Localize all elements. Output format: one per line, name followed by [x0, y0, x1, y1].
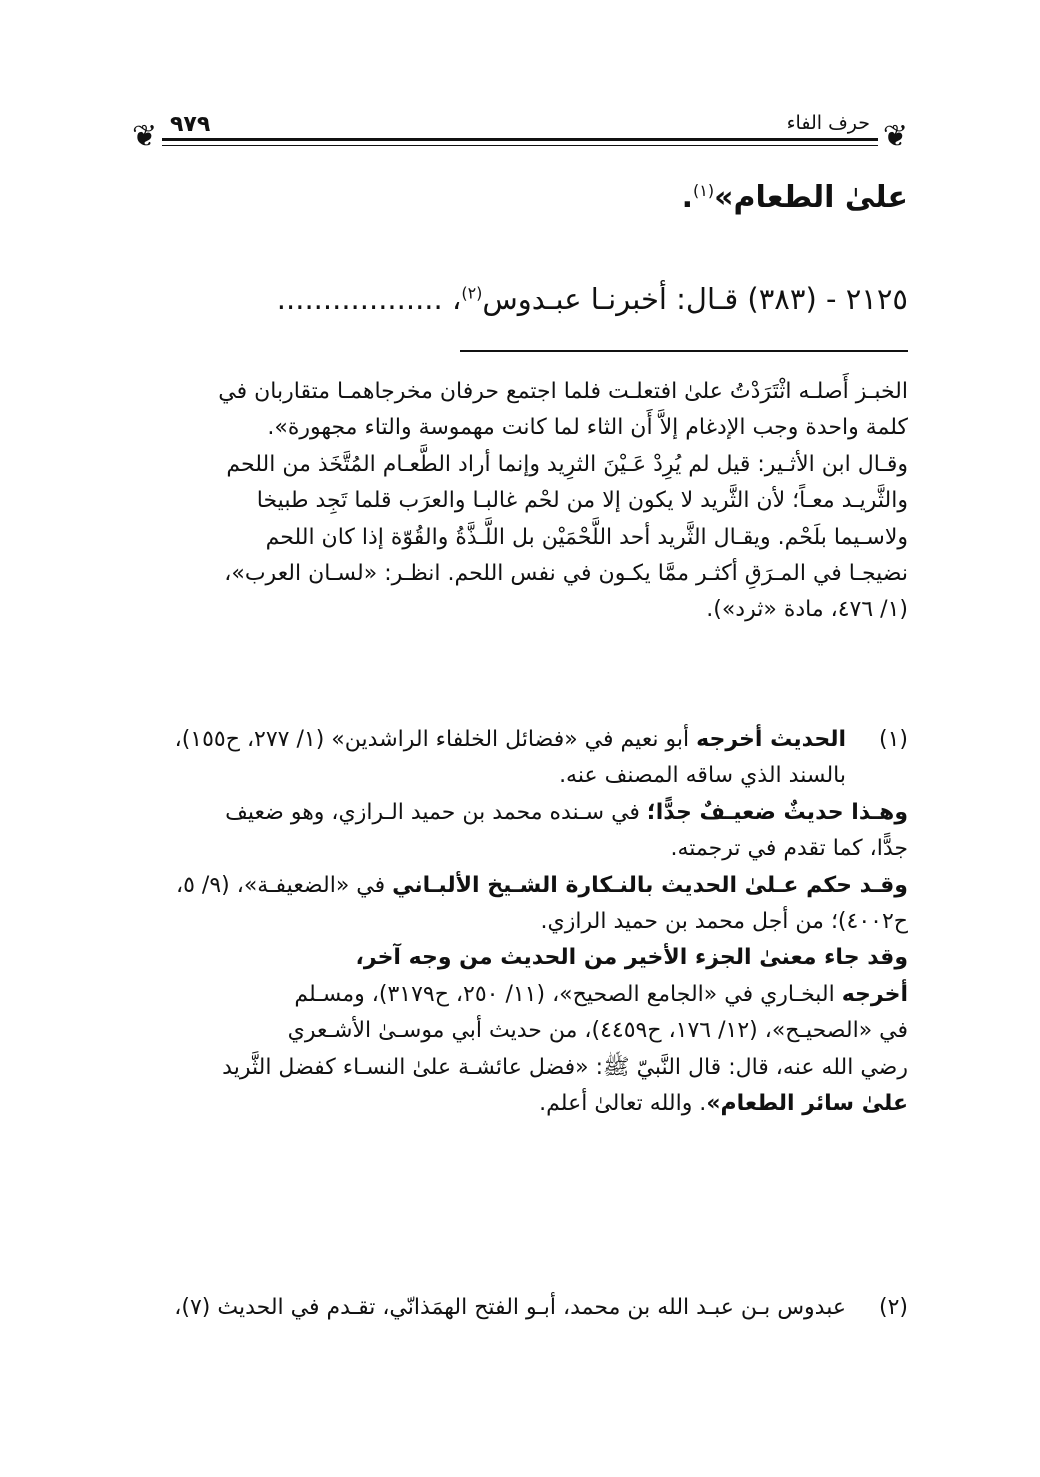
- hadith-line: ٢١٢٥ - (٣٨٣) قـال: أخبرنـا عبـدوس: [482, 282, 908, 316]
- hadith-tail: ، ..................: [276, 282, 462, 316]
- footnote-line: ح٤٠٠٢)؛ من أجل محمد بن حميد الرازي.: [540, 909, 908, 935]
- footnote-line: عبدوس بـن عبـد الله بن محمد، أبـو الفتح الهمَذانّي، تقـدم في الحديث (٧)،: [174, 1295, 846, 1320]
- note-line: نضيجـا في المـرَقِ أكثـر ممَّا يكـون في نفس اللحم. انظـر: «لسـان العرب»،: [224, 561, 908, 587]
- note-line: الخبـز أَصلـه اثْتَرَدْتُ علىٰ افتعلـت فلما اجتمع حرفان مخرجاهمـا متقاربان في: [218, 379, 908, 404]
- previous-footnote-continuation: [132, 374, 908, 629]
- header-rule: [162, 138, 878, 141]
- footnote-line: وهـذا حديثٌ ضعيـفٌ جدًّا؛ في سـنده محمد بن حميد الـرازي، وهو ضعيف: [225, 799, 908, 825]
- ornament-right-icon: ❦: [882, 119, 908, 154]
- footnote-line: في «الصحيـح»، (١٢/ ١٧٦، ح٤٤٥٩)، من حديث أبي موسـىٰ الأشـعري: [287, 1018, 908, 1044]
- footnote-line: جدًّا، كما تقدم في ترجمته.: [670, 836, 908, 862]
- footnote-ref-1: (١): [693, 181, 715, 200]
- footnote-line: أخرجه البخـاري في «الجامع الصحيح»، (١١/ ٢٥٠، ح٣١٧٩)، ومسـلم: [294, 981, 908, 1007]
- continuation-line: [132, 180, 908, 215]
- header-rule-thin: [162, 145, 878, 146]
- footnote-ref-2: (٢): [461, 283, 483, 303]
- footnote-separator: [460, 350, 908, 352]
- hadith-heading: [132, 282, 908, 316]
- note-line: ولاسـيما بلَحْم. ويقـال الثَّريد أحد اللَّحْمَيْن بل اللَّـذَّةُ والقُوّة إذا كان اللحم: [265, 524, 908, 550]
- footnote-line: وقد جاء معنىٰ الجزء الأخير من الحديث من وجه آخر،: [355, 945, 908, 971]
- footnote-number: (٢): [878, 1295, 908, 1320]
- footnote-number: (١): [878, 727, 908, 752]
- note-line: والثَّريـد معـاً؛ لأن الثَّريد لا يكون إلا من لحْم غالبـا والعرَب قلما تَجِد طبيخا: [256, 488, 908, 514]
- footnote-line: وقـد حكم عـلىٰ الحديث بالنـكارة الشـيخ الألبـاني في «الضعيفـة»، (٩/ ٥،: [176, 872, 908, 898]
- footnote-line: الحديث أخرجه أبو نعيم في «فضائل الخلفاء الراشدين» (١/ ٢٧٧، ح١٥٥)،: [174, 727, 846, 752]
- page-header: [132, 112, 908, 160]
- ornament-left-icon: ❦: [132, 119, 158, 154]
- continuation-end: .: [681, 180, 694, 215]
- footnote-2: [132, 1290, 908, 1326]
- note-line: وقـال ابن الأثـير: قيل لم يُرِدْ عَـيْنَ الثرِيد وإنما أراد الطَّعـام المُتَّخَذ من اللحم: [226, 451, 908, 477]
- note-line: (١/ ٤٧٦، مادة «ثرد»).: [706, 597, 908, 623]
- page-number: ٩٧٩: [166, 112, 214, 137]
- footnote-1: [132, 722, 908, 1122]
- footnote-line: رضي الله عنه، قال: قال النَّبيّ ﷺ: «فضل عائشـة علىٰ النسـاء كفضل الثَّريد: [222, 1054, 908, 1080]
- running-title: حرف الفاء: [783, 112, 874, 134]
- continuation-text: علىٰ الطعام»: [714, 180, 908, 215]
- footnote-line: بالسند الذي ساقه المصنف عنه.: [559, 763, 846, 789]
- note-line: كلمة واحدة وجب الإدغام إلاَّ أَن الثاء لما كانت مهموسة والتاء مجهورة».: [267, 415, 908, 441]
- footnote-line: علىٰ سائر الطعام». والله تعالىٰ أعلم.: [539, 1091, 908, 1117]
